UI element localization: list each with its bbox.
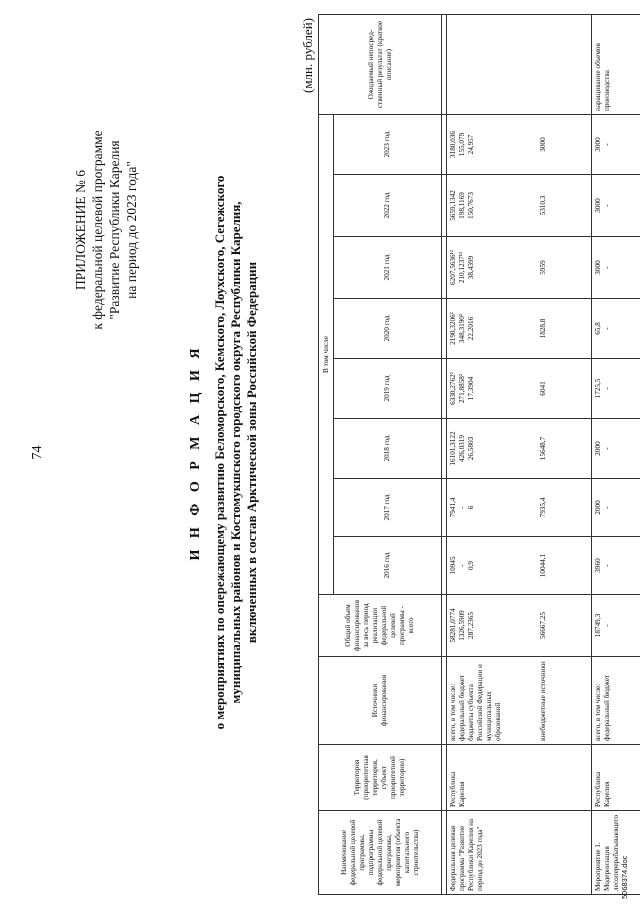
financing-table [318, 14, 640, 895]
header-year: 2018 год [334, 419, 442, 479]
value-cell: - [603, 624, 611, 627]
value-cell: 18749,3 [594, 613, 602, 638]
header-incl: В том числе [319, 115, 334, 595]
value-cell: 5310,3 [539, 195, 547, 216]
row-name: Мероприятие 1. Модернизация лесоперерабатывающего [592, 811, 640, 895]
value-cell: 22,2016 [467, 316, 475, 341]
value-cell: - [603, 506, 611, 509]
value-cell: 65,8 [594, 322, 602, 335]
value-cell: 3000 [539, 137, 547, 152]
header-result: Ожидаемый непосред-ственный результат (краткое описание) [319, 15, 442, 115]
value-cell: 5959 [539, 260, 547, 275]
value-cell: - [603, 327, 611, 330]
value-cell: 56667,25 [539, 612, 547, 639]
value-cell: 1828,8 [539, 318, 547, 339]
row-total [447, 595, 592, 657]
row-year [447, 299, 592, 359]
header-year: 2017 год [334, 479, 442, 537]
value-cell: 2190,3206² [449, 312, 457, 345]
row-year [447, 479, 592, 537]
value-cell: 10945 [449, 556, 457, 575]
page-number: 74 [30, 445, 45, 460]
value-cell: 2000 [594, 441, 602, 456]
row-year [592, 115, 640, 175]
row-territory: Республика Карелия [447, 745, 592, 811]
value-cell: 210,1237¹² [458, 251, 466, 284]
source-line: федеральный бюджет [603, 674, 611, 741]
header-total: Общий объем финансирования за весь период реализации федеральной целевой программы - всего [319, 595, 442, 657]
row-year [592, 175, 640, 237]
appendix-line: на период до 2023 года" [124, 161, 139, 299]
value-cell: 426,0319 [458, 435, 466, 462]
row-result: наращивание объемов производства [592, 15, 640, 115]
row-year [447, 237, 592, 299]
row-result [447, 15, 592, 115]
value-cell: 38,4399 [467, 255, 475, 280]
value-cell: 1725,5 [594, 378, 602, 399]
source-line: внебюджетные источники [539, 661, 547, 741]
value-cell: 2000 [594, 500, 602, 515]
row-year [592, 537, 640, 595]
value-cell: - [603, 204, 611, 207]
source-line: всего, в том числе: [449, 683, 457, 741]
document-title: И Н Ф О Р М А Ц И Я [188, 344, 203, 561]
header-year: 2016 год [334, 537, 442, 595]
value-cell: - [603, 447, 611, 450]
row-total [592, 595, 640, 657]
appendix-header [72, 20, 140, 440]
source-line: всего, в том числе: [594, 683, 602, 741]
header-name: Наименование федеральной целевой программы, подпрограммы федеральной целевой программы, мероприятия (объекта капитального строительства) [319, 811, 442, 895]
value-cell: 271,8858² [458, 373, 466, 404]
value-cell: - [603, 143, 611, 146]
row-year [447, 359, 592, 419]
value-cell: - [603, 564, 611, 567]
row-sources [447, 657, 592, 745]
value-cell: 3960 [594, 558, 602, 573]
value-cell: 17,3904 [467, 376, 475, 401]
document-subtitle [212, 60, 260, 845]
row-year [592, 359, 640, 419]
row-year [592, 419, 640, 479]
value-cell: - [458, 564, 466, 567]
value-cell: - [603, 387, 611, 390]
value-cell: 26,5803 [467, 436, 475, 461]
footer-filename: 5068374.doc [620, 855, 629, 899]
row-sources [592, 657, 640, 745]
value-cell: 5659,1342 [449, 190, 457, 221]
source-line: федеральный бюджет [458, 674, 466, 741]
table-row [592, 15, 640, 895]
row-year [447, 175, 592, 237]
appendix-line: к федеральной целевой программе [90, 130, 105, 330]
row-year [592, 479, 640, 537]
units-label: (млн. рублей) [300, 18, 315, 93]
row-territory: Республика Карелия [592, 745, 640, 811]
row-name: Федеральная целевая программа "Развитие Республики Карелия на период до 2023 года" [447, 811, 592, 895]
value-cell: 16101,3122 [449, 431, 457, 466]
value-cell: 6207,5636¹² [449, 250, 457, 285]
value-cell: 198,1169 [458, 192, 466, 219]
value-cell: 155,079 [458, 132, 466, 157]
value-cell: - [458, 506, 466, 509]
value-cell: 6041 [539, 381, 547, 396]
value-cell: 3000 [594, 260, 602, 275]
row-year [447, 115, 592, 175]
row-year [447, 537, 592, 595]
header-year: 2019 год [334, 359, 442, 419]
header-year: 2020 год [334, 299, 442, 359]
value-cell: 6 [467, 505, 475, 510]
subtitle-line: о мероприятиях по опережающему развитию Беломорского, Кемского, Лоухского, Сегежского [212, 175, 227, 730]
header-year: 2022 год [334, 175, 442, 237]
appendix-line: ПРИЛОЖЕНИЕ № 6 [73, 169, 88, 291]
value-cell: 24,957 [467, 134, 475, 155]
header-year: 2023 год [334, 115, 442, 175]
value-cell: - [603, 266, 611, 269]
row-year [447, 419, 592, 479]
source-line: бюджеты субъекта Российской Федерации и муниципальных образований [467, 664, 502, 741]
header-year: 2021 год [334, 237, 442, 299]
row-year [592, 299, 640, 359]
value-cell: 3000 [594, 198, 602, 213]
header-territory: Территория (приоритетная территория, субъект приоритетной территории) [319, 745, 442, 811]
value-cell: 7941,4 [449, 497, 457, 518]
subtitle-line: муниципальных районов и Костомукшского городского округа Республики Карелия, [228, 201, 243, 704]
subtitle-line: включенных в состав Арктической зоны Российской Федерации [244, 261, 259, 644]
value-cell: 7935,4 [539, 497, 547, 518]
value-cell: 58281,0774 [449, 608, 457, 643]
value-cell: 3180,036 [449, 131, 457, 158]
header-sources: Источники финансирования [319, 657, 442, 745]
value-cell: 15648,7 [539, 436, 547, 461]
value-cell: 0,9 [467, 561, 475, 570]
value-cell: 6330,2762² [449, 372, 457, 405]
value-cell: 348,3190² [458, 313, 466, 344]
value-cell: 10044,1 [539, 553, 547, 578]
appendix-line: "Развитие Республики Карелия [107, 140, 122, 320]
row-year [592, 237, 640, 299]
value-cell: 287,2365 [467, 612, 475, 639]
value-cell: 3000 [594, 137, 602, 152]
value-cell: 150,7673 [467, 192, 475, 219]
value-cell: 1326,5909 [458, 610, 466, 641]
table-row [447, 15, 592, 895]
